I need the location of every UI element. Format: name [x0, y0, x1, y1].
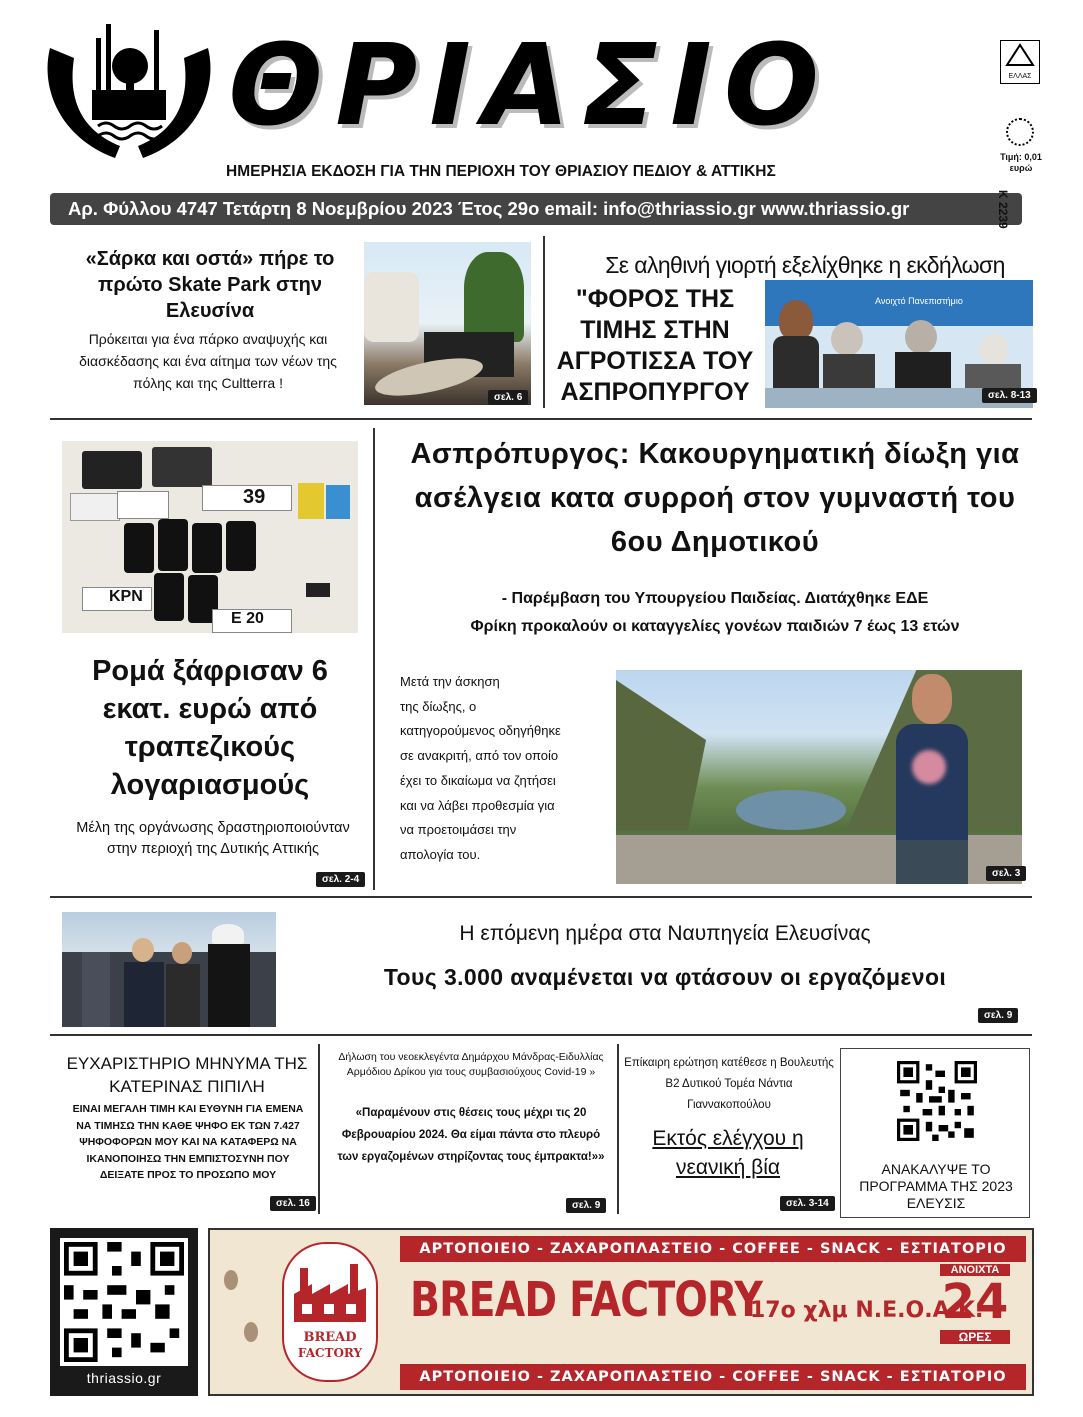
pipili-headline[interactable]: ΕΥΧΑΡΙΣΤΗΡΙΟ ΜΗΝΥΜΑ ΤΗΣ ΚΑΤΕΡΙΝΑΣ ΠΙΠΙΛΗ	[66, 1054, 308, 1096]
plate-text-3: Ε 20	[231, 610, 264, 627]
coffee-bean-icon	[224, 1270, 238, 1290]
qr-promo-text: ΑΝΑΚΑΛΥΨΕ ΤΟ ΠΡΟΓΡΑΜΜΑ ΤΗΣ 2023 ΕΛΕΥΣΙΣ	[859, 1161, 1013, 1211]
roma-evidence-photo	[62, 441, 358, 633]
row3-rule	[50, 1034, 1032, 1036]
price-label: Τιμή: 0,01 ευρώ	[1000, 152, 1042, 173]
row2-rule	[50, 896, 1032, 898]
violence-page-tag[interactable]: σελ. 3-14	[780, 1196, 835, 1211]
skate-page-tag[interactable]: σελ. 6	[488, 390, 528, 405]
ad-location: 17ο χλμ Ν.Ε.Ο.Α.Κ.	[750, 1298, 984, 1323]
ad-open-label: ΑΝΟΙΧΤΑ	[940, 1264, 1010, 1276]
farmer-page-tag[interactable]: σελ. 8-13	[982, 388, 1037, 403]
ad-bottom-strip	[400, 1364, 1026, 1390]
ad-top-strip	[400, 1236, 1026, 1262]
ad-logo-line1: BREAD	[303, 1330, 357, 1345]
shipyard-kicker: Η επόμενη ημέρα στα Ναυπηγεία Ελευσίνας	[459, 922, 871, 945]
row4-divider-2	[617, 1044, 619, 1214]
skate-headline[interactable]: «Σάρκα και οστά» πήρε το πρώτο Skate Park στην Ελευσίνα	[85, 248, 335, 322]
ad-hours-label: ΩΡΕΣ	[940, 1330, 1010, 1344]
pipili-body: ΕΙΝΑΙ ΜΕΓΑΛΗ ΤΙΜΗ ΚΑΙ ΕΥΘΥΝΗ ΓΙΑ ΕΜΕΝΑ ΝΑ ΤΙΜΗΣΩ ΤΗΝ ΚΑΘΕ ΨΗΦΟ ΕΚ ΤΩΝ 7.427 ΨΗΦΟΦΟΡΩΝ ΜΟΥ ΚΑΙ ΝΑ ΚΑΤΑΦΕΡΩ ΝΑ ΙΚΑΝΟΠΟΙΗΣΩ ΤΗΝ ΕΜΠΙΣΤΟΣΥΝΗ ΠΟΥ ΔΕΙΞΑΤΕ ΠΡΟΣ ΤΟ ΠΡΟΣΩΠΟ ΜΟΥ	[72, 1103, 304, 1181]
canyon-photo	[616, 670, 1022, 884]
site-qr-label[interactable]: thriassio.gr	[86, 1370, 162, 1386]
main-page-tag[interactable]: σελ. 3	[986, 866, 1026, 881]
promo-qr-code-icon[interactable]	[897, 1061, 977, 1141]
pipili-page-tag[interactable]: σελ. 16	[270, 1196, 316, 1211]
factory-icon	[284, 1258, 376, 1328]
mayor-quote[interactable]: «Παραμένουν στις θέσεις τους μέχρι τις 20 Φεβρουαρίου 2024. Θα είμαι πάντα στο πλευρό των εργαζομένων στηρίζοντας τους έμπρακτα!»»	[337, 1107, 605, 1163]
shipyard-page-tag[interactable]: σελ. 9	[978, 1008, 1018, 1023]
ad-logo-line2: FACTORY	[297, 1346, 363, 1360]
main-body-line: απολογία του.	[400, 846, 481, 862]
row4-divider-1	[318, 1044, 320, 1214]
roma-body: Μέλη της οργάνωσης δραστηριοποιούνταν στην περιοχή της Δυτικής Αττικής	[76, 820, 350, 857]
shipyard-photo	[62, 912, 276, 1027]
main-body-line: σε ανακριτή, από τον οποίο	[400, 748, 559, 764]
stamp-icon	[1000, 40, 1040, 84]
ad-bottom-strip-text: ΑΡΤΟΠΟΙΕΙΟ - ΖΑΧΑΡΟΠΛΑΣΤΕΙΟ - COFFEE - SNACK - ΕΣΤΙΑΤΟΡΙΟ	[419, 1369, 1007, 1385]
bread-factory-ad[interactable]	[208, 1228, 1034, 1396]
main-headline[interactable]: Ασπρόπυργος: Κακουργηματική δίωξη για ασέλγεια κατα συρροή στον γυμναστή του 6ου Δημοτικού	[410, 438, 1020, 558]
main-body-line: να προετοιμάσει την	[400, 822, 517, 838]
ad-top-strip-text: ΑΡΤΟΠΟΙΕΙΟ - ΖΑΧΑΡΟΠΛΑΣΤΕΙΟ - COFFEE - SNACK - ΕΣΤΙΑΤΟΡΙΟ	[419, 1241, 1007, 1257]
violence-headline[interactable]: Εκτός ελέγχου η νεανική βία	[652, 1127, 804, 1179]
masthead-subtitle: ΗΜΕΡΗΣΙΑ ΕΚΔΟΣΗ ΓΙΑ ΤΗΝ ΠΕΡΙΟΧΗ ΤΟΥ ΘΡΙΑΣΙΟΥ ΠΕΔΙΟΥ & ΑΤΤΙΚΗΣ	[226, 163, 776, 180]
ad-brand-name[interactable]: BREAD FACTORY	[410, 1272, 763, 1328]
farmer-headline[interactable]: "ΦΟΡΟΣ ΤΗΣ ΤΙΜΗΣ ΣΤΗΝ ΑΓΡΟΤΙΣΣΑ ΤΟΥ ΑΣΠΡΟΠΥΡΓΟΥ	[556, 285, 754, 406]
main-subhead-2: Φρίκη προκαλούν οι καταγγελίες γονέων παιδιών 7 έως 13 ετών	[470, 618, 960, 635]
coffee-bean-icon	[244, 1322, 258, 1342]
farmer-banner-text: Ανοιχτό Πανεπιστήμιο	[875, 296, 963, 306]
hands-factory-icon	[40, 18, 218, 168]
issue-bar-text: Αρ. Φύλλου 4747 Τετάρτη 8 Νοεμβρίου 2023 Έτος 29ο email: info@thriassio.gr www.thriassio.gr	[68, 198, 910, 219]
ad-hours: 24	[941, 1274, 1009, 1330]
main-body-line: έχει το δικαίωμα να ζητήσει	[400, 772, 556, 788]
mayor-intro: Δήλωση του νεοεκλεγέντα Δημάρχου Μάνδρας-Ειδυλλίας Αρμόδιου Δρίκου για τους συμβασιούχους Covid-19 »	[338, 1051, 604, 1078]
mayor-page-tag[interactable]: σελ. 9	[566, 1198, 606, 1213]
main-body-line: και να λάβει προθεσμία για	[400, 797, 555, 813]
shipyard-headline[interactable]: Τους 3.000 αναμένεται να φτάσουν οι εργαζόμενοι	[383, 964, 947, 990]
side-code: Κ 2239	[996, 190, 1010, 229]
violence-intro: Επίκαιρη ερώτηση κατέθεσε η Βουλευτής Β2 Δυτικού Τομέα Νάντια Γιαννακοπούλου	[624, 1057, 834, 1111]
row1-divider	[543, 236, 545, 408]
main-body-line: της δίωξης, ο	[400, 698, 477, 714]
main-subhead-1: - Παρέμβαση του Υπουργείου Παιδείας. Διατάχθηκε ΕΔΕ	[501, 590, 929, 607]
row2-divider	[373, 428, 375, 890]
farmer-kicker: Σε αληθινή γιορτή εξελίχθηκε η εκδήλωση	[605, 252, 1005, 278]
ad-factory-logo	[282, 1242, 378, 1382]
site-qr-box[interactable]	[50, 1228, 198, 1396]
site-qr-code-icon[interactable]	[64, 1242, 184, 1362]
plate-text-2: ΚΡΝ	[109, 588, 143, 605]
plate-text-1: 39	[243, 486, 266, 508]
skate-body: Πρόκειται για ένα πάρκο αναψυχής και διασκέδασης και ένα αίτημα των νέων της πόλης και της Cultterra !	[79, 331, 337, 391]
main-body-line: Μετά την άσκηση	[400, 674, 500, 689]
skate-photo	[364, 242, 531, 405]
qr-promo-box[interactable]	[840, 1048, 1030, 1218]
roma-headline[interactable]: Ρομά ξάφρισαν 6 εκατ. ευρώ από τραπεζικούς λογαριασμούς	[92, 655, 328, 801]
masthead-title: ΘΡΙΑΣΙΟ	[228, 21, 832, 151]
main-body-line: κατηγορούμενος οδηγήθηκε	[400, 723, 561, 739]
main-body	[400, 670, 610, 868]
row1-rule	[50, 418, 1032, 420]
masthead-logo	[40, 18, 218, 168]
roma-page-tag[interactable]: σελ. 2-4	[316, 872, 365, 887]
seal-icon	[1006, 118, 1034, 146]
issue-bar	[50, 193, 1022, 225]
stamp-label: ΕΛΛΑΣ	[1008, 73, 1032, 80]
